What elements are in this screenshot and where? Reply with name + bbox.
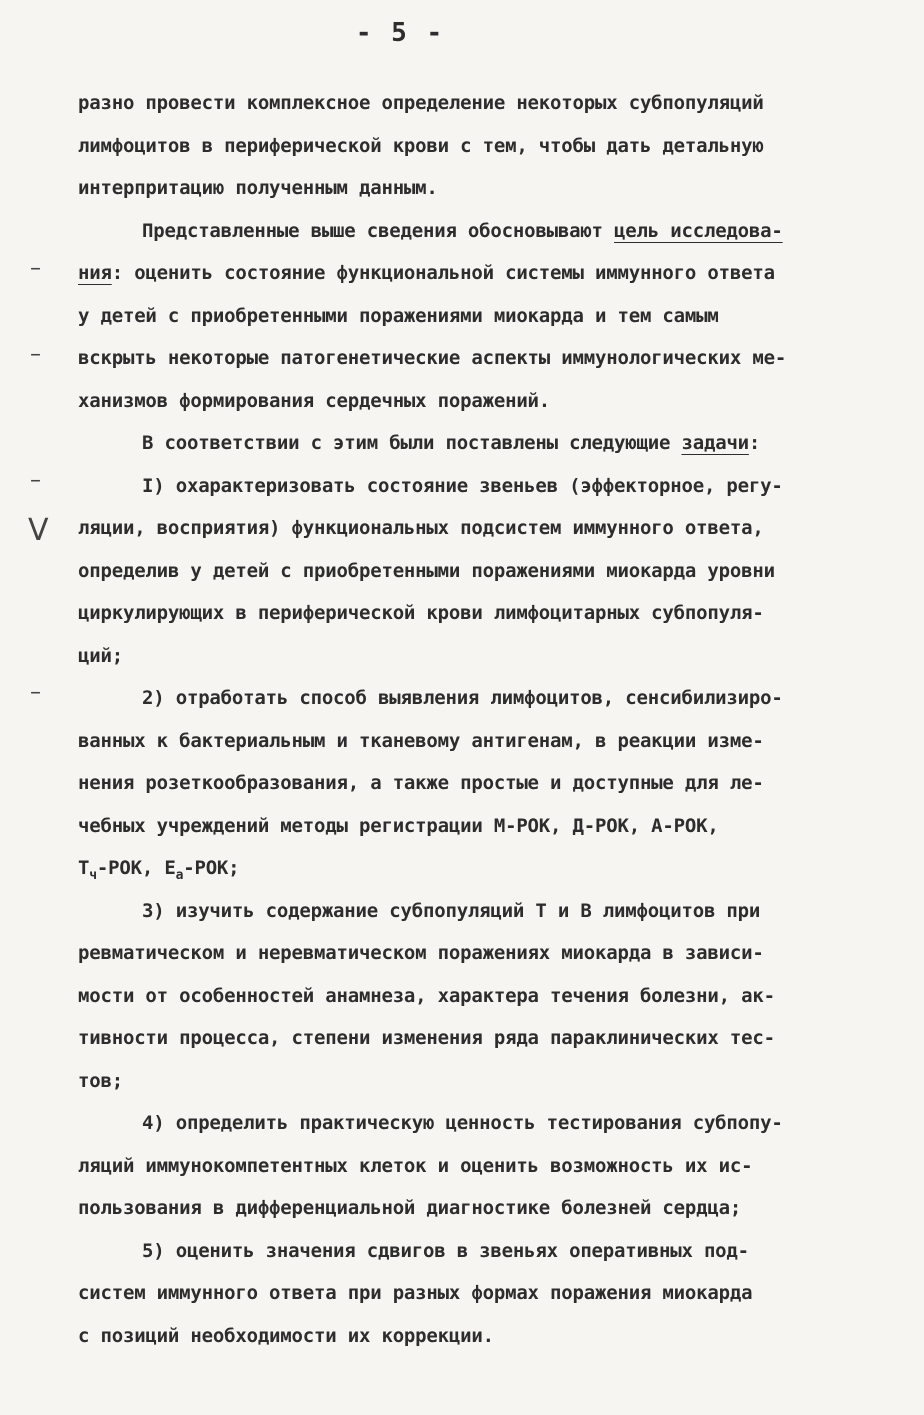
list-item-line: определив у детей с приобретенными поражениями миокарда уровни	[78, 559, 775, 582]
text-line: лимфоцитов в периферической крови с тем, чтобы дать детальную	[78, 134, 764, 157]
list-item-line: чебных учреждений методы регистрации М-РОК, Д-РОК, А-РОК,	[78, 814, 719, 837]
list-item-line: ляций иммунокомпетентных клеток и оценить возможность их ис-	[78, 1154, 753, 1177]
text-line: вскрыть некоторые патогенетические аспекты иммунологических ме-	[78, 347, 787, 369]
text-line: у детей с приобретенными поражениями миокарда и тем самым	[78, 304, 719, 327]
list-item-line: циркулирующих в периферической крови лимфоцитарных субпопуля-	[78, 602, 764, 624]
list-item-line: ляции, восприятия) функциональных подсистем иммунного ответа,	[78, 517, 764, 539]
underlined-term: цель исследова-	[614, 219, 783, 242]
list-item-line: пользования в дифференциальной диагностике болезней сердца;	[78, 1197, 742, 1219]
list-item-line: с позиций необходимости их коррекции.	[78, 1324, 494, 1347]
text-run: Т	[78, 857, 90, 879]
underlined-term: задачи	[681, 432, 749, 454]
text-run: Представленные выше сведения обосновывают	[142, 219, 615, 242]
list-item-line: ванных к бактериальным и тканевому антигенам, в реакции изме-	[78, 729, 764, 752]
text-run: В соответствии с этим были поставлены следующие	[142, 432, 682, 454]
list-item-line: ревматическом и неревматическом поражениях миокарда в зависи-	[78, 942, 764, 964]
page-number: - 5 -	[355, 18, 445, 48]
list-item-line: нения розеткообразования, а также простые и доступные для ле-	[78, 772, 764, 794]
list-item-line: тивности процесса, степени изменения ряда параклинических тес-	[78, 1027, 775, 1049]
text-line: интерпритацию полученным данным.	[78, 177, 438, 199]
text-line	[78, 210, 878, 253]
text-run: -РОК, Е	[96, 857, 176, 879]
list-item-line: систем иммунного ответа при разных формах поражения миокарда	[78, 1282, 753, 1304]
list-item-line: 5) оценить значения сдвигов в звеньях оперативных под-	[142, 1239, 749, 1262]
text-run: -РОК;	[183, 857, 240, 879]
subscript: а	[175, 868, 184, 883]
text-line: ханизмов формирования сердечных поражений.	[78, 389, 551, 412]
list-item-line: мости от особенностей анамнеза, характера течения болезни, ак-	[78, 984, 775, 1007]
text-line	[78, 422, 878, 465]
margin-dash-mark: –	[30, 256, 41, 281]
document-body	[78, 82, 878, 1357]
list-item-line: 3) изучить содержание субпопуляций Т и В лимфоцитов при	[142, 899, 761, 922]
list-item-line: тов;	[78, 1069, 123, 1092]
subscript: ч	[89, 868, 97, 883]
margin-dash-mark: –	[30, 342, 41, 367]
margin-dash-mark: –	[30, 468, 41, 493]
margin-dash-mark: –	[30, 680, 41, 705]
list-item-line	[78, 847, 878, 890]
underlined-term: ния	[78, 262, 112, 284]
list-item-line: 4) определить практическую ценность тестирования субпопу-	[142, 1112, 783, 1134]
margin-check-mark: V	[28, 513, 49, 548]
text-line	[78, 252, 878, 295]
text-run: : оценить состояние функциональной системы иммунного ответа	[111, 262, 775, 284]
text-line: разно провести комплексное определение некоторых субпопуляций	[78, 92, 764, 114]
list-item-line: 2) отработать способ выявления лимфоцитов, сенсибилизиро-	[142, 687, 783, 709]
list-item-line: I) охарактеризовать состояние звеньев (эффекторное, регу-	[142, 474, 783, 497]
list-item-line: ций;	[78, 644, 123, 667]
text-run: :	[748, 432, 761, 454]
